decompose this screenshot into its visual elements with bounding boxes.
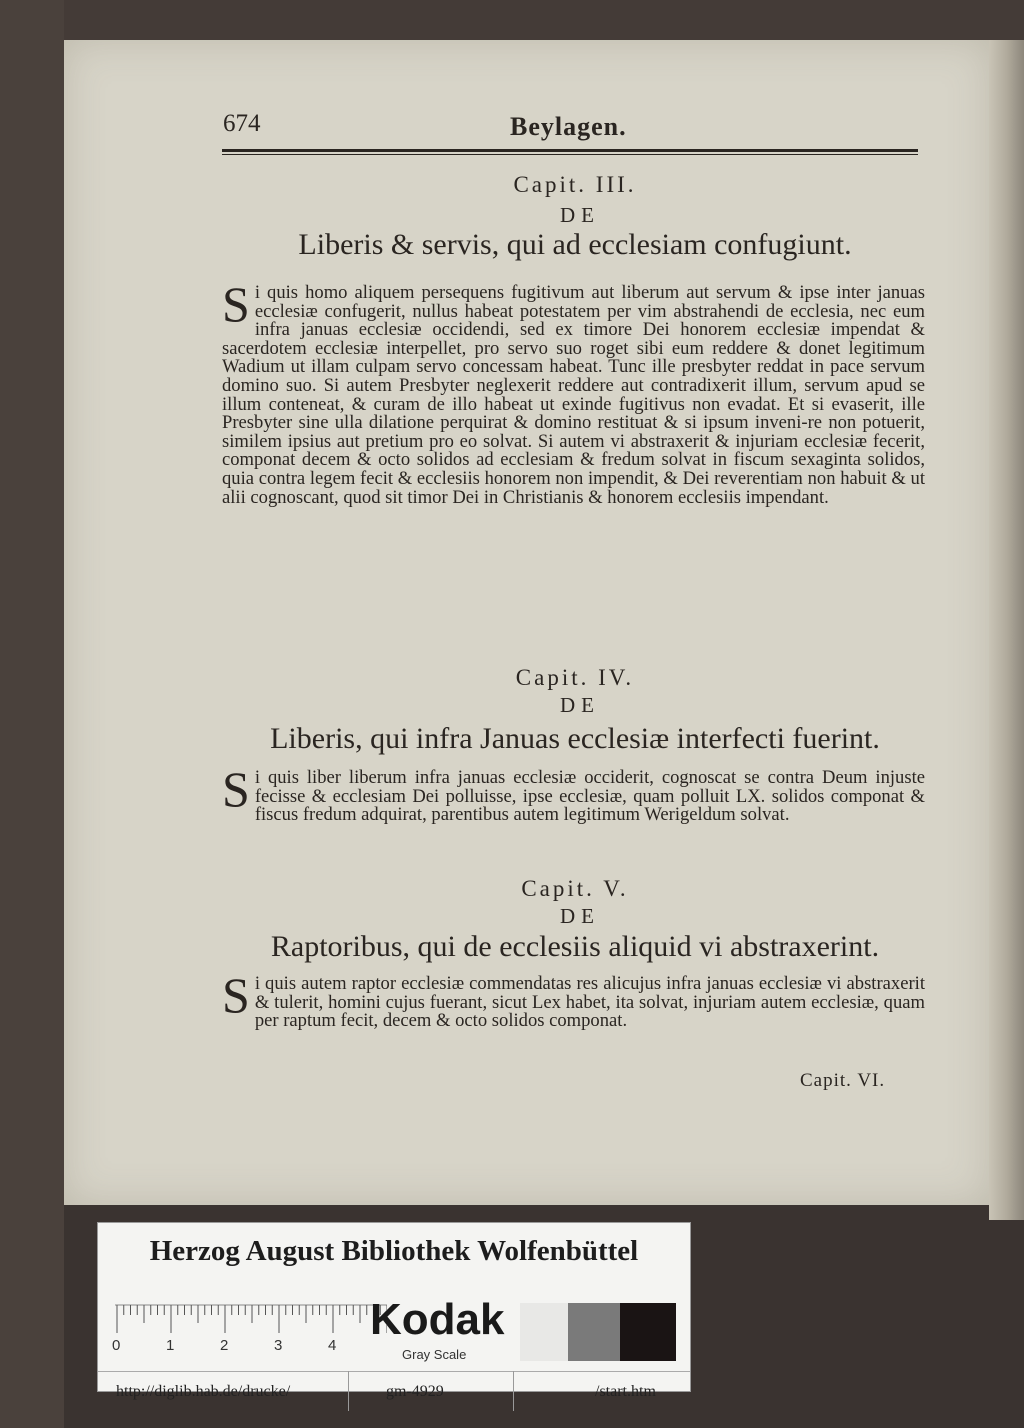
scan-background-left (0, 0, 64, 1428)
strip-footer-divider-2 (513, 1371, 514, 1411)
chapter-4-de: DE (560, 693, 600, 717)
header-rule-thin (222, 154, 918, 155)
strip-divider (98, 1371, 690, 1372)
scan-background-top (0, 0, 1024, 40)
chapter-3-initial: S (222, 276, 250, 332)
chapter-5-text: i quis autem raptor ecclesiæ commendatas res alicujus infra januas ecclesiæ vi abstraxerit & tulerit, homini cujus fuerant, sicut Lex habet, ita solvat, injuriam autem ecclesiæ, quam per raptum fecit, decem & octo solidos componat. (254, 973, 925, 1032)
chapter-3-body (222, 276, 925, 508)
page-number: 674 (223, 110, 261, 137)
chapter-4-title: Liberis, qui infra Januas ecclesiæ interfecti fuerint. (270, 722, 880, 755)
ruler-scale (115, 1303, 387, 1337)
chapter-4-body (222, 761, 925, 826)
ruler-number-1: 1 (166, 1337, 175, 1354)
chapter-5-heading: Capit. V. (521, 876, 629, 901)
chapter-5-title: Raptoribus, qui de ecclesiis aliquid vi abstraxerint. (270, 930, 880, 963)
chapter-3-heading: Capit. III. (513, 172, 637, 197)
chapter-3-de: DE (560, 203, 600, 227)
ruler-number-0: 0 (112, 1337, 121, 1354)
chapter-4-text: i quis liber liberum infra januas ecclesiæ occiderit, cognoscat se contra Deum injuste fecisse & ecclesiam Dei polluisse, ipse ecclesiæ, quam polluit LX. solidos componat & fiscus fredum adquirat, parentibus autem legitimum Werigeldum solvat. (254, 767, 925, 826)
url-prefix: http://diglib.hab.de/drucke/ (116, 1383, 291, 1400)
ruler-number-2: 2 (220, 1337, 229, 1354)
ruler-number-3: 3 (274, 1337, 283, 1354)
url-suffix: /start.htm (595, 1383, 656, 1400)
chapter-5-initial: S (222, 967, 250, 1023)
gray-patch-dark (620, 1303, 676, 1361)
chapter-5-de: DE (560, 904, 600, 928)
shelfmark: gm-4929 (386, 1383, 444, 1400)
book-spine (989, 40, 1024, 1220)
library-name: Herzog August Bibliothek Wolfenbüttel (149, 1235, 639, 1267)
chapter-3-title: Liberis & servis, qui ad ecclesiam confugiunt. (298, 228, 852, 261)
chapter-5-body (222, 967, 925, 1032)
kodak-logo: Kodak (370, 1295, 505, 1344)
gray-patch-light (520, 1303, 568, 1361)
chapter-4-heading: Capit. IV. (515, 665, 635, 690)
running-title: Beylagen. (510, 112, 627, 141)
gray-scale-label: Gray Scale (402, 1347, 467, 1362)
ruler-number-4: 4 (328, 1337, 337, 1354)
strip-footer-divider-1 (348, 1371, 349, 1411)
gray-patch-mid (568, 1303, 620, 1361)
chapter-3-text: i quis homo aliquem persequens fugitivum aut liberum aut servum & ipse inter januas ecclesiæ confugerit, nullus habeat potestatem per vim abstrahendi de ecclesia, nec eum infra januas ecclesiæ occidendi, sed ex timore Dei honorem ecclesiæ impendat & sacerdotem ecclesiæ interpellet, pro servo suo roget sibi eum reddere & donet legitimum Wadium ut illam culpam servo concessam habeat. Tunc ille presbyter reddat in pace servum domino suo. Si autem Presbyter neglexerit reddere aut contradixerit illum, servum apud se illum conteneat, & curam de illo habeat ut exinde fugitivus non evadat. Et si evaserit, ille Presbyter sine ulla dilatione perquirat & domino restituat & si ipsum inveni-re non potuerit, similem ipsius aut pretium pro eo solvat. Si autem vi abstraxerit & injuriam ecclesiæ fecerit, componat decem & octo solidos ad ecclesiam & fredum solvat in fiscum sexaginta solidos, quia contra legem fecit & ecclesiis honorem non impendit, & Dei reverentiam non habuit & ut alii cognoscant, quod sit timor Dei in Christianis & honorem ecclesiis impendant. (222, 282, 925, 508)
color-target-strip (97, 1222, 691, 1400)
catchword: Capit. VI. (800, 1070, 886, 1091)
chapter-4-initial: S (222, 761, 250, 817)
header-rule (222, 149, 918, 152)
